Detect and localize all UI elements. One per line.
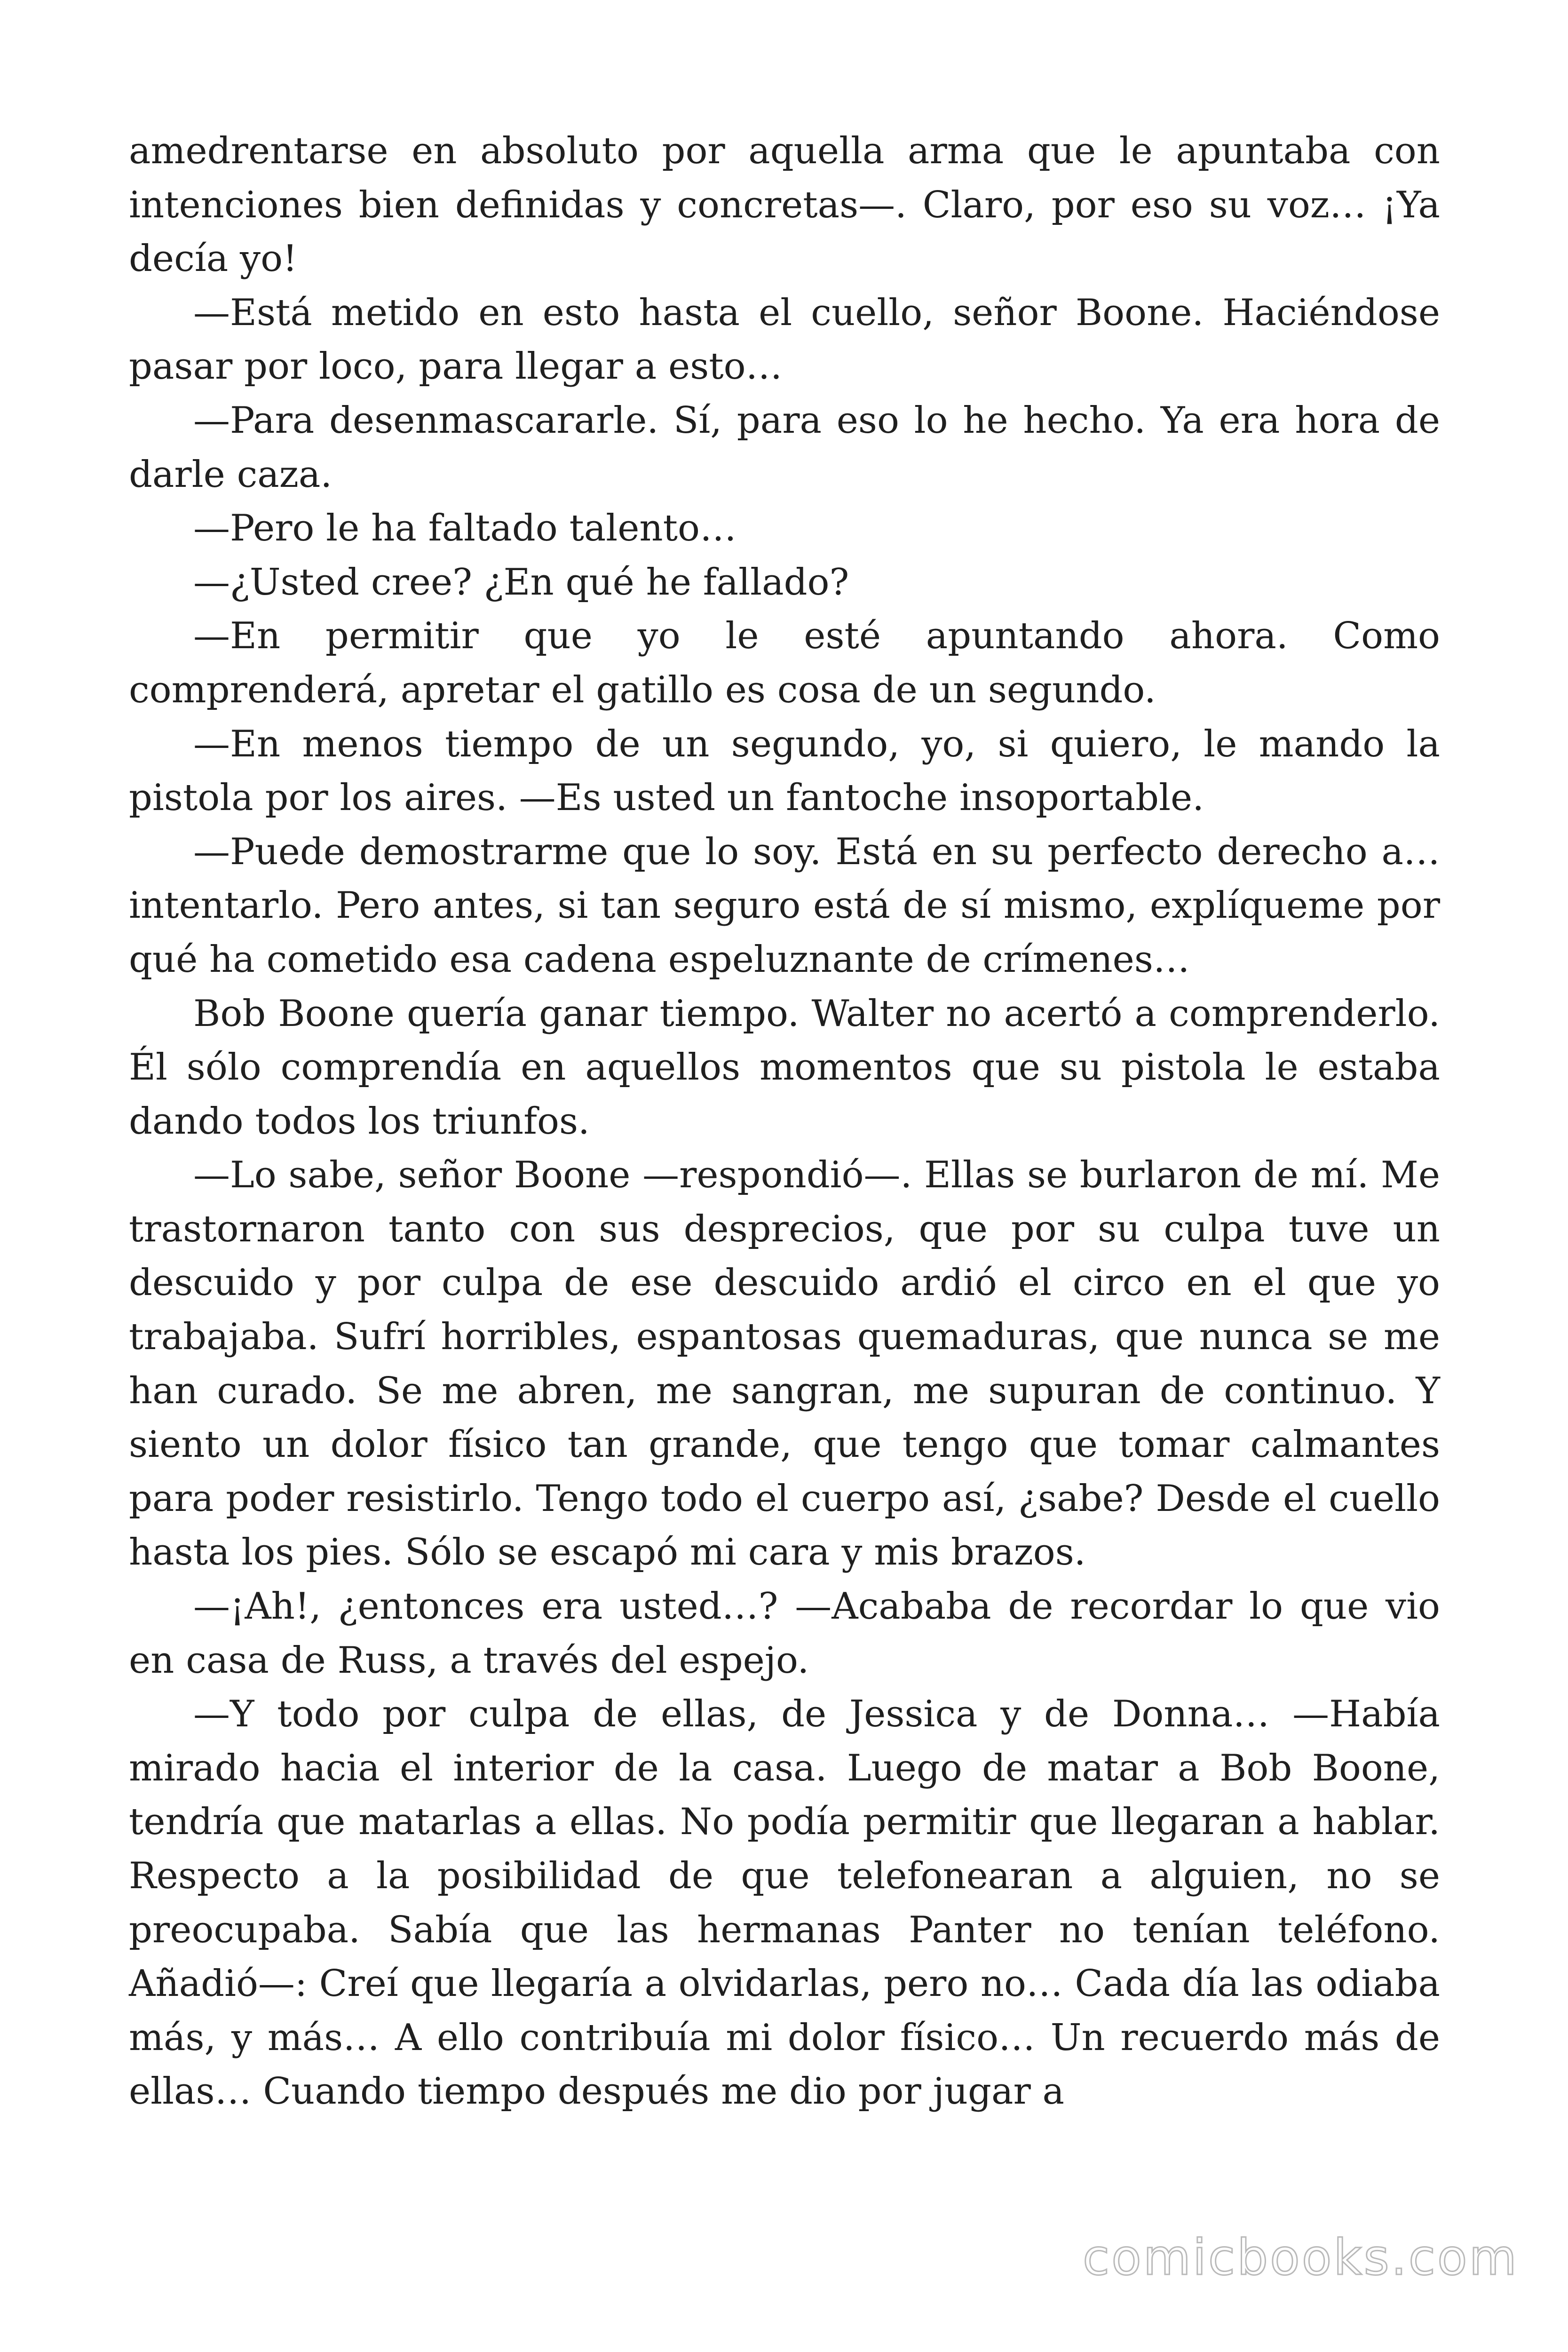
- paragraph-3: —Para desenmascararle. Sí, para eso lo he hecho. Ya era hora de darle caza.: [129, 399, 1440, 496]
- paragraph-5: —¿Usted cree? ¿En qué he fallado?: [193, 561, 849, 604]
- paragraph-12: —Y todo por culpa de ellas, de Jessica y de Donna… —Había mirado hacia el interior de la casa. Luego de matar a Bob Boone, tendría que matarlas a ellas. No podía permitir que llegaran a hablar. Respecto a la posibilidad de que telefonearan a alguien, no se preocupaba. Sabía que las hermanas Panter no tenían teléfono. Añadió—: Creí que llegaría a olvidarlas, pero no… Cada día las odiaba más, y más… A ello contribuía mi dolor físico… Un recuerdo más de ellas… Cuando tiempo después me dio por jugar a: [129, 1693, 1440, 2113]
- paragraph-1: amedrentarse en absoluto por aquella arma que le apuntaba con intenciones bien definidas y concretas—. Claro, por eso su voz… ¡Ya decía yo!: [129, 130, 1440, 280]
- paragraph-9: Bob Boone quería ganar tiempo. Walter no acertó a comprenderlo. Él sólo comprendía en aquellos momentos que su pistola le estaba dando todos los triunfos.: [129, 992, 1440, 1143]
- paragraph-2: —Está metido en esto hasta el cuello, señor Boone. Haciéndose pasar por loco, para llegar a esto…: [129, 291, 1440, 388]
- paragraph-6: —En permitir que yo le esté apuntando ahora. Como comprenderá, apretar el gatillo es cosa de un segundo.: [129, 615, 1440, 711]
- page-body-text: [129, 124, 1440, 2119]
- paragraph-8: —Puede demostrarme que lo soy. Está en su perfecto derecho a… intentarlo. Pero antes, si tan seguro está de sí mismo, explíqueme por qué ha cometido esa cadena espeluznante de crímenes…: [129, 830, 1440, 981]
- paragraph-10: —Lo sabe, señor Boone —respondió—. Ellas se burlaron de mí. Me trastornaron tanto con sus desprecios, que por su culpa tuve un descuido y por culpa de ese descuido ardió el circo en el que yo trabajaba. Sufrí horribles, espantosas quemaduras, que nunca se me han curado. Se me abren, me sangran, me supuran de continuo. Y siento un dolor físico tan grande, que tengo que tomar calmantes para poder resistirlo. Tengo todo el cuerpo así, ¿sabe? Desde el cuello hasta los pies. Sólo se escapó mi cara y mis brazos.: [129, 1154, 1440, 1574]
- paragraph-11: —¡Ah!, ¿entonces era usted…? —Acababa de recordar lo que vio en casa de Russ, a través del espejo.: [129, 1585, 1440, 1682]
- paragraph-4: —Pero le ha faltado talento…: [193, 507, 736, 550]
- paragraph-7: —En menos tiempo de un segundo, yo, si quiero, le mando la pistola por los aires. —Es usted un fantoche insoportable.: [129, 723, 1440, 819]
- site-watermark: comicbooks.com: [1082, 2229, 1519, 2286]
